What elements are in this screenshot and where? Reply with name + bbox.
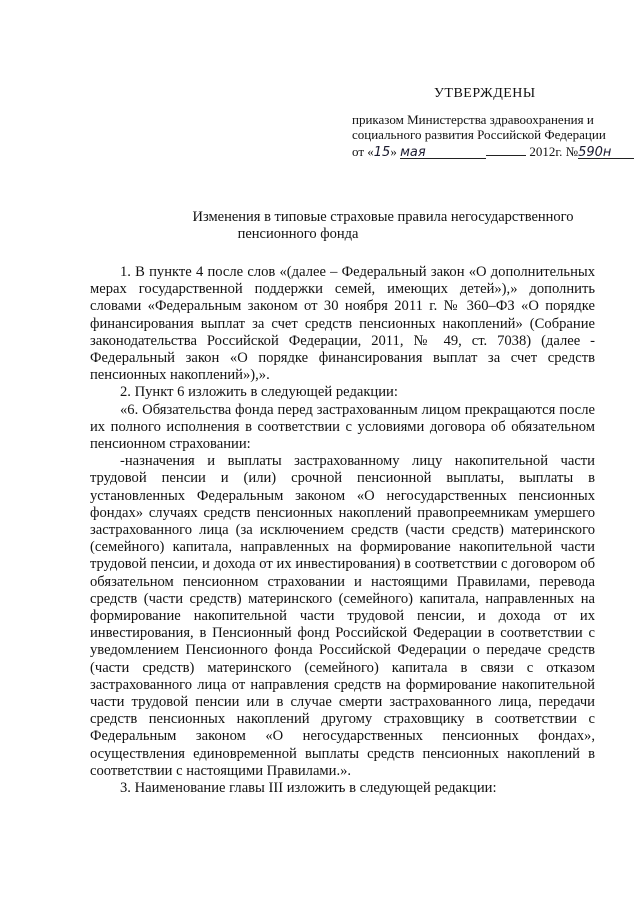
- paragraph-3: «6. Обязательства фонда перед застрахованным лицом прекращаются после их полного исполнения в соответствии с условиями договора об обязательном пенсионном страховании:: [90, 401, 595, 453]
- date-mid: »: [390, 144, 401, 159]
- approval-line-2: социального развития Российской Федерации: [352, 127, 606, 142]
- document-body: [90, 264, 595, 797]
- year-value: 2012: [529, 144, 556, 159]
- approval-line-3: [352, 142, 634, 160]
- document-heading-line-1: Изменения в типовые страховые правила негосударственного: [192, 209, 574, 225]
- paragraph-4: -назначения и выплаты застрахованному лицу накопительной части трудовой пенсии и (или) срочной пенсионной выплаты, выплаты в установленных Федеральным законом «О негосударственных пенсионных фондах» случаях средств пенсионных накоплений правопреемникам умершего застрахованного лица (за исключением средств (части средств) материнского (семейного) капитала, направленных на формирование накопительной части трудовой пенсии, и дохода от их инвестирования) в соответствии с договором об обязательном пенсионном страховании и настоящими Правилами, перевода средств (части средств) материнского (семейного) капитала, направленных на формирование накопительной части трудовой пенсии, и дохода от их инвестирования, в Пенсионный фонд Российской Федерации в соответствии с уведомлением Пенсионного фонда Российской Федерации о передаче средств (части средств) материнского (семейного) капитала в связи с отказом застрахованного лица от направления средств на формирование накопительной части трудовой пенсии или в случае смерти застрахованного лица, передачи средств пенсионных накоплений другому страховщику в соответствии с Федеральным законом «О негосударственных пенсионных фондах», осуществления единовременной выплаты средств пенсионных накоплений в соответствии с настоящими Правилами.».: [90, 453, 595, 779]
- handwritten-day: 15: [373, 145, 391, 160]
- paragraph-2: 2. Пункт 6 изложить в следующей редакции:: [120, 384, 398, 401]
- approval-title: УТВЕРЖДЕНЫ: [434, 86, 536, 101]
- date-prefix: от «: [352, 144, 374, 159]
- handwritten-month: мая: [400, 145, 486, 159]
- number-prefix: г. №: [555, 144, 579, 159]
- date-blank: [486, 142, 526, 156]
- paragraph-5: 3. Наименование главы III изложить в следующей редакции:: [120, 780, 497, 797]
- paragraph-1: 1. В пункте 4 после слов «(далее – Федеральный закон «О дополнительных мерах государственной поддержки семей, имеющих детей»),» дополнить словами «Федеральным законом от 30 ноября 2011 г. № 360–ФЗ «О порядке финансирования выплат за счет средств пенсионных накоплений» (Собрание законодательства Российской Федерации, 2011, № 49, ст. 7038) (далее - Федеральный закон «О порядке финансирования выплат за счет средств пенсионных накоплений»),».: [90, 264, 595, 384]
- document-heading-line-2: пенсионного фонда: [237, 226, 359, 242]
- handwritten-number: 590н: [578, 145, 634, 159]
- approval-line-1: приказом Министерства здравоохранения и: [352, 112, 594, 127]
